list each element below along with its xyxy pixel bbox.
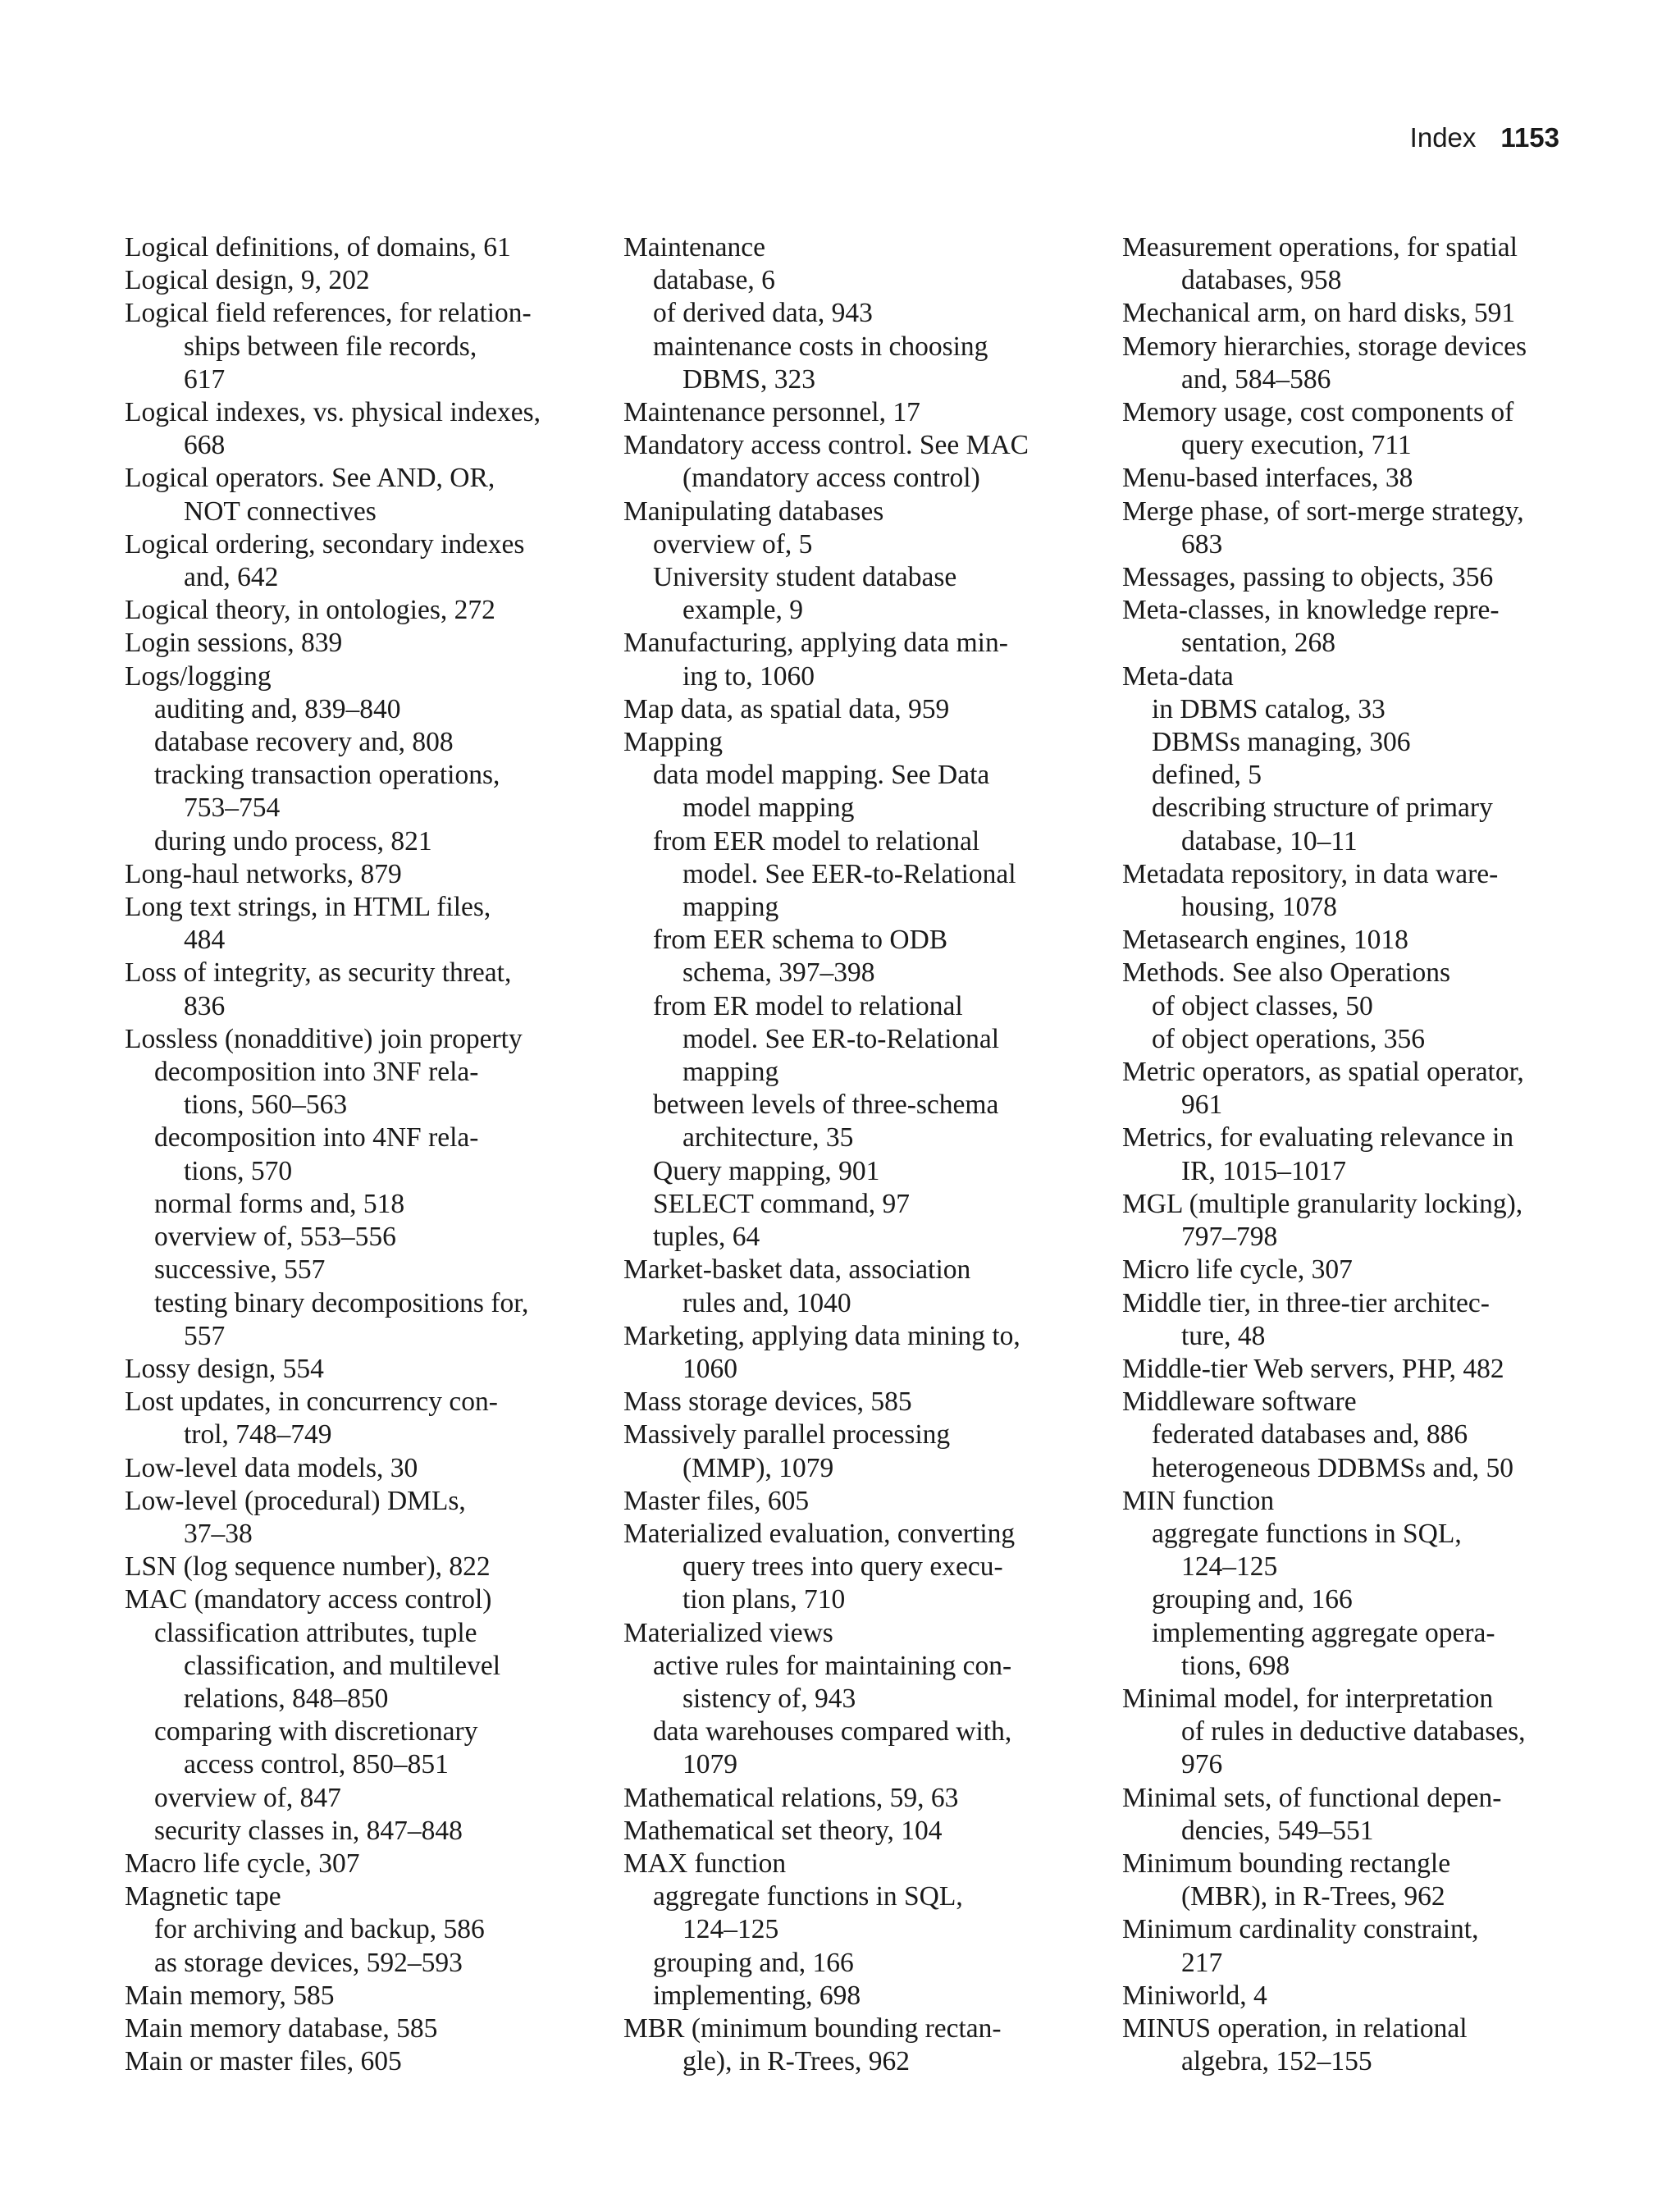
index-entry-continuation: 617 bbox=[184, 363, 226, 395]
index-subentry: defined, 5 bbox=[1152, 760, 1262, 791]
index-entry: Map data, as spatial data, 959 bbox=[623, 693, 950, 724]
index-entry-continuation: and, 584–586 bbox=[1181, 363, 1331, 395]
index-entry-continuation: (MMP), 1079 bbox=[682, 1452, 834, 1483]
page-number: 1153 bbox=[1500, 122, 1559, 153]
index-subentry: during undo process, 821 bbox=[154, 825, 432, 857]
index-entry-continuation: 753–754 bbox=[184, 793, 281, 824]
index-entry: Minimum bounding rectangle bbox=[1122, 1848, 1451, 1879]
index-entry-continuation: DBMS, 323 bbox=[682, 363, 815, 395]
index-entry: Mandatory access control. See MAC bbox=[623, 430, 1029, 461]
index-subentry: as storage devices, 592–593 bbox=[154, 1947, 463, 1978]
index-entry-continuation: 1079 bbox=[682, 1749, 737, 1780]
index-entry: Main memory database, 585 bbox=[125, 2012, 438, 2044]
index-entry-continuation: tions, 698 bbox=[1181, 1650, 1290, 1681]
index-subentry: overview of, 553–556 bbox=[154, 1222, 396, 1253]
index-entry-continuation: 976 bbox=[1181, 1749, 1223, 1780]
index-entry: Marketing, applying data mining to, bbox=[623, 1320, 1020, 1351]
index-entry: Mapping bbox=[623, 727, 723, 758]
index-entry-continuation: IR, 1015–1017 bbox=[1181, 1155, 1346, 1186]
index-entry: Micro life cycle, 307 bbox=[1122, 1254, 1353, 1286]
index-entry: Memory usage, cost components of bbox=[1122, 397, 1514, 428]
index-entry: Minimal model, for interpretation bbox=[1122, 1683, 1494, 1714]
index-subentry: from EER schema to ODB bbox=[653, 925, 948, 956]
index-entry: Logical design, 9, 202 bbox=[125, 265, 370, 296]
index-entry-continuation: NOT connectives bbox=[184, 496, 377, 527]
index-entry-continuation: model mapping bbox=[682, 793, 855, 824]
index-subentry: Query mapping, 901 bbox=[653, 1155, 880, 1186]
index-subentry: in DBMS catalog, 33 bbox=[1152, 693, 1386, 724]
index-entry-continuation: example, 9 bbox=[682, 595, 803, 626]
index-subentry: DBMSs managing, 306 bbox=[1152, 727, 1411, 758]
index-entry: Logical ordering, secondary indexes bbox=[125, 528, 525, 560]
index-entry: MAC (mandatory access control) bbox=[125, 1584, 492, 1615]
index-subentry: heterogeneous DDBMSs and, 50 bbox=[1152, 1452, 1514, 1483]
index-entry-continuation: 557 bbox=[184, 1320, 226, 1351]
index-entry: Maintenance personnel, 17 bbox=[623, 397, 920, 428]
index-entry-continuation: access control, 850–851 bbox=[184, 1749, 449, 1780]
index-entry: MIN function bbox=[1122, 1485, 1275, 1516]
index-subentry: database recovery and, 808 bbox=[154, 727, 454, 758]
index-entry: Market-basket data, association bbox=[623, 1254, 971, 1286]
index-entry: Middleware software bbox=[1122, 1387, 1357, 1418]
index-entry-continuation: (mandatory access control) bbox=[682, 463, 980, 494]
index-entry-continuation: ships between file records, bbox=[184, 331, 477, 362]
index-entry: Methods. See also Operations bbox=[1122, 957, 1451, 989]
index-entry-continuation: classification, and multilevel bbox=[184, 1650, 501, 1681]
index-entry: Memory hierarchies, storage devices bbox=[1122, 331, 1527, 362]
index-entry-continuation: 961 bbox=[1181, 1090, 1223, 1121]
index-entry: Meta-classes, in knowledge repre- bbox=[1122, 595, 1500, 626]
index-entry-continuation: ing to, 1060 bbox=[682, 660, 815, 692]
index-entry: Magnetic tape bbox=[125, 1881, 281, 1912]
index-entry: Materialized evaluation, converting bbox=[623, 1518, 1016, 1549]
index-entry: MBR (minimum bounding rectan- bbox=[623, 2012, 1002, 2044]
index-entry: Long text strings, in HTML files, bbox=[125, 892, 491, 923]
index-entry: Menu-based interfaces, 38 bbox=[1122, 463, 1413, 494]
index-subentry: of derived data, 943 bbox=[653, 298, 873, 329]
index-subentry: maintenance costs in choosing bbox=[653, 331, 988, 362]
index-entry: Massively parallel processing bbox=[623, 1419, 951, 1450]
index-subentry: decomposition into 4NF rela- bbox=[154, 1122, 479, 1154]
index-entry-continuation: of rules in deductive databases, bbox=[1181, 1716, 1526, 1747]
index-entry-continuation: trol, 748–749 bbox=[184, 1419, 332, 1450]
index-subentry: grouping and, 166 bbox=[653, 1947, 854, 1978]
index-entry: Mechanical arm, on hard disks, 591 bbox=[1122, 298, 1516, 329]
index-subentry: of object operations, 356 bbox=[1152, 1023, 1426, 1054]
index-subentry: aggregate functions in SQL, bbox=[653, 1881, 963, 1912]
index-subentry: aggregate functions in SQL, bbox=[1152, 1518, 1462, 1549]
index-entry-continuation: 37–38 bbox=[184, 1518, 253, 1549]
index-subentry: grouping and, 166 bbox=[1152, 1584, 1353, 1615]
index-subentry: tuples, 64 bbox=[653, 1222, 760, 1253]
index-subentry: active rules for maintaining con- bbox=[653, 1650, 1012, 1681]
index-entry-continuation: tions, 560–563 bbox=[184, 1090, 348, 1121]
index-entry-continuation: sentation, 268 bbox=[1181, 628, 1335, 659]
index-entry: Miniworld, 4 bbox=[1122, 1980, 1267, 2011]
index-entry: LSN (log sequence number), 822 bbox=[125, 1551, 491, 1583]
index-subentry: overview of, 5 bbox=[653, 528, 813, 560]
index-entry-continuation: dencies, 549–551 bbox=[1181, 1815, 1374, 1846]
index-entry: Mathematical relations, 59, 63 bbox=[623, 1782, 959, 1813]
index-entry-continuation: 836 bbox=[184, 990, 226, 1021]
index-entry: Logical operators. See AND, OR, bbox=[125, 463, 495, 494]
index-subentry: University student database bbox=[653, 562, 957, 593]
index-entry: Low-level data models, 30 bbox=[125, 1452, 418, 1483]
index-entry-continuation: database, 10–11 bbox=[1181, 825, 1358, 857]
index-entry: Measurement operations, for spatial bbox=[1122, 232, 1518, 263]
index-entry-continuation: tion plans, 710 bbox=[682, 1584, 846, 1615]
index-entry: Merge phase, of sort-merge strategy, bbox=[1122, 496, 1524, 527]
index-subentry: describing structure of primary bbox=[1152, 793, 1493, 824]
index-entry: Mass storage devices, 585 bbox=[623, 1387, 912, 1418]
index-entry: Master files, 605 bbox=[623, 1485, 810, 1516]
index-entry-continuation: query trees into query execu- bbox=[682, 1551, 1003, 1583]
index-entry-continuation: 124–125 bbox=[682, 1914, 779, 1945]
index-entry: Mathematical set theory, 104 bbox=[623, 1815, 943, 1846]
index-entry: Manipulating databases bbox=[623, 496, 884, 527]
index-entry: Login sessions, 839 bbox=[125, 628, 343, 659]
index-entry: Loss of integrity, as security threat, bbox=[125, 957, 512, 989]
index-entry: Macro life cycle, 307 bbox=[125, 1848, 360, 1879]
index-subentry: tracking transaction operations, bbox=[154, 760, 500, 791]
index-entry: Minimal sets, of functional depen- bbox=[1122, 1782, 1502, 1813]
index-entry-continuation: algebra, 152–155 bbox=[1181, 2046, 1372, 2077]
index-entry: Long-haul networks, 879 bbox=[125, 858, 402, 889]
index-subentry: normal forms and, 518 bbox=[154, 1188, 405, 1219]
index-entry-continuation: 668 bbox=[184, 430, 226, 461]
index-entry: MAX function bbox=[623, 1848, 787, 1879]
index-subentry: comparing with discretionary bbox=[154, 1716, 478, 1747]
index-entry: Logical theory, in ontologies, 272 bbox=[125, 595, 495, 626]
index-column-3 bbox=[1122, 231, 1582, 2078]
index-subentry: data warehouses compared with, bbox=[653, 1716, 1012, 1747]
index-entry: Middle tier, in three-tier architec- bbox=[1122, 1287, 1490, 1318]
index-entry-continuation: relations, 848–850 bbox=[184, 1683, 389, 1714]
index-entry: MINUS operation, in relational bbox=[1122, 2012, 1468, 2044]
index-subentry: for archiving and backup, 586 bbox=[154, 1914, 485, 1945]
index-entry: Metric operators, as spatial operator, bbox=[1122, 1057, 1524, 1088]
index-entry: Maintenance bbox=[623, 232, 765, 263]
index-subentry: of object classes, 50 bbox=[1152, 990, 1373, 1021]
index-entry-continuation: 217 bbox=[1181, 1947, 1223, 1978]
index-entry-continuation: mapping bbox=[682, 1057, 779, 1088]
index-entry-continuation: mapping bbox=[682, 892, 779, 923]
running-header-label: Index bbox=[1409, 122, 1477, 153]
index-entry: Metadata repository, in data ware- bbox=[1122, 858, 1499, 889]
index-entry-continuation: 484 bbox=[184, 925, 226, 956]
index-subentry: overview of, 847 bbox=[154, 1782, 341, 1813]
index-entry: Manufacturing, applying data min- bbox=[623, 628, 1008, 659]
index-entry: Middle-tier Web servers, PHP, 482 bbox=[1122, 1353, 1504, 1384]
index-subentry: from EER model to relational bbox=[653, 825, 980, 857]
index-entry-continuation: rules and, 1040 bbox=[682, 1287, 851, 1318]
index-entry-continuation: 797–798 bbox=[1181, 1222, 1278, 1253]
index-subentry: federated databases and, 886 bbox=[1152, 1419, 1468, 1450]
index-subentry: data model mapping. See Data bbox=[653, 760, 990, 791]
index-subentry: database, 6 bbox=[653, 265, 775, 296]
index-entry: Logs/logging bbox=[125, 660, 272, 692]
index-entry: Messages, passing to objects, 356 bbox=[1122, 562, 1494, 593]
index-subentry: implementing aggregate opera- bbox=[1152, 1617, 1495, 1648]
index-entry: Logical field references, for relation- bbox=[125, 298, 532, 329]
index-subentry: auditing and, 839–840 bbox=[154, 693, 401, 724]
index-entry: Meta-data bbox=[1122, 660, 1234, 692]
index-entry-continuation: 124–125 bbox=[1181, 1551, 1278, 1583]
index-subentry: SELECT command, 97 bbox=[653, 1188, 910, 1219]
index-entry-continuation: architecture, 35 bbox=[682, 1122, 854, 1154]
index-subentry: successive, 557 bbox=[154, 1254, 326, 1286]
index-entry-continuation: (MBR), in R-Trees, 962 bbox=[1181, 1881, 1445, 1912]
index-entry-continuation: and, 642 bbox=[184, 562, 279, 593]
index-column-2 bbox=[623, 231, 1083, 2078]
index-entry: Low-level (procedural) DMLs, bbox=[125, 1485, 466, 1516]
index-entry-continuation: schema, 397–398 bbox=[682, 957, 875, 989]
index-entry: MGL (multiple granularity locking), bbox=[1122, 1188, 1523, 1219]
index-entry: Main or master files, 605 bbox=[125, 2046, 402, 2077]
index-entry: Metasearch engines, 1018 bbox=[1122, 925, 1408, 956]
index-entry: Metrics, for evaluating relevance in bbox=[1122, 1122, 1514, 1154]
index-subentry: between levels of three-schema bbox=[653, 1090, 999, 1121]
index-entry: Minimum cardinality constraint, bbox=[1122, 1914, 1479, 1945]
index-subentry: decomposition into 3NF rela- bbox=[154, 1057, 479, 1088]
index-entry: Lossy design, 554 bbox=[125, 1353, 324, 1384]
index-entry-continuation: housing, 1078 bbox=[1181, 892, 1337, 923]
index-entry-continuation: 1060 bbox=[682, 1353, 737, 1384]
index-entry-continuation: query execution, 711 bbox=[1181, 430, 1412, 461]
index-entry-continuation: model. See EER-to-Relational bbox=[682, 858, 1016, 889]
index-subentry: from ER model to relational bbox=[653, 990, 963, 1021]
index-subentry: classification attributes, tuple bbox=[154, 1617, 477, 1648]
index-entry-continuation: model. See ER-to-Relational bbox=[682, 1023, 1000, 1054]
index-subentry: testing binary decompositions for, bbox=[154, 1287, 529, 1318]
index-entry-continuation: sistency of, 943 bbox=[682, 1683, 856, 1714]
index-entry-continuation: 683 bbox=[1181, 528, 1223, 560]
index-entry: Lossless (nonadditive) join property bbox=[125, 1023, 523, 1054]
index-entry-continuation: ture, 48 bbox=[1181, 1320, 1266, 1351]
index-entry-continuation: databases, 958 bbox=[1181, 265, 1342, 296]
index-entry: Materialized views bbox=[623, 1617, 833, 1648]
running-header bbox=[1410, 121, 1559, 154]
index-entry: Lost updates, in concurrency con- bbox=[125, 1387, 498, 1418]
index-entry: Main memory, 585 bbox=[125, 1980, 335, 2011]
index-subentry: implementing, 698 bbox=[653, 1980, 861, 2011]
index-entry-continuation: tions, 570 bbox=[184, 1155, 293, 1186]
index-entry: Logical indexes, vs. physical indexes, bbox=[125, 397, 541, 428]
index-column-1 bbox=[125, 231, 584, 2078]
index-subentry: security classes in, 847–848 bbox=[154, 1815, 463, 1846]
index-entry: Logical definitions, of domains, 61 bbox=[125, 232, 511, 263]
index-entry-continuation: gle), in R-Trees, 962 bbox=[682, 2046, 910, 2077]
